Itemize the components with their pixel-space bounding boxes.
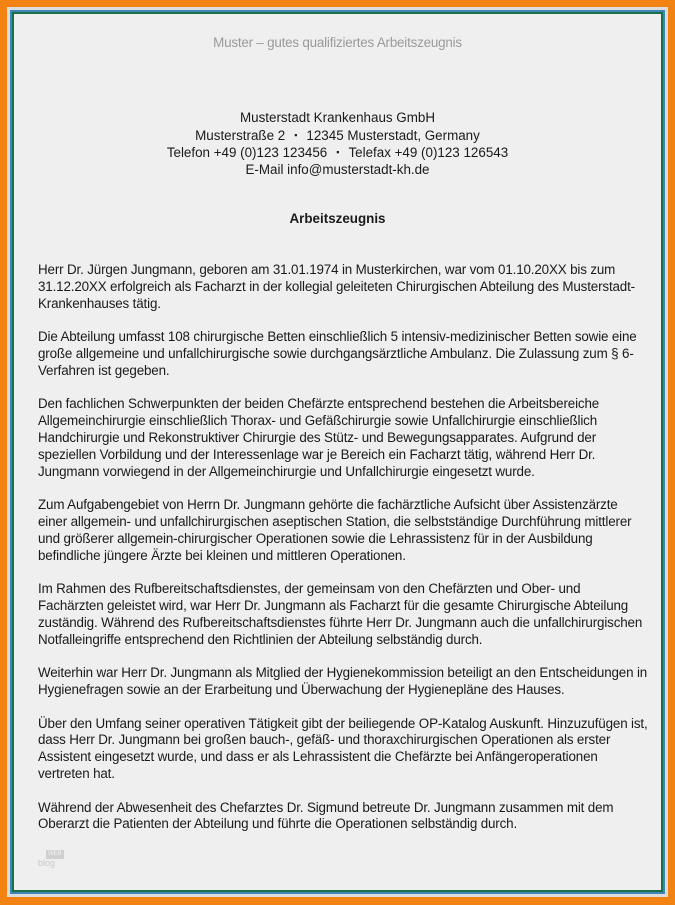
paragraph-department: Die Abteilung umfasst 108 chirurgische Betten einschließlich 5 intensiv-medizinischer Betten sowie eine große allgemeine und unfallchirurgische sowie durchgangsärztliche Ambulanz. Die Zulassung zum § 6-Verfahren ist gegeben. [38, 329, 637, 378]
company-name: Musterstadt Krankenhaus GmbH [240, 110, 435, 125]
separator-bullet: ▪ [336, 147, 340, 157]
letterhead [14, 110, 661, 178]
paragraph-absence: Während der Abwesenheit des Chefarztes Dr. Sigmund betreute Dr. Jungmann zusammen mit dem Oberarzt die Patienten der Abteilung und führte die Operationen selbständig durch. [38, 799, 614, 832]
separator-bullet: ▪ [294, 129, 298, 140]
document-body [38, 262, 648, 850]
watermark-top: WEB [48, 851, 62, 857]
phone: Telefon +49 (0)123 123456 [166, 145, 328, 160]
document-title: Muster – gutes qualifiziertes Arbeitszeugnis [213, 35, 462, 50]
watermark-logo [38, 848, 64, 868]
paragraph-focus-areas: Den fachlichen Schwerpunkten der beiden Chefärzte entsprechend bestehen die Arbeitsbereiche Allgemeinchirurgie einschließlich Thorax- und Gefäßchirurgie sowie Unfallchirurgie einschließlich Handchirurgie und Rekonstruktiver Chirurgie des Stütz- und Bewegungsapparates. Aufgrund der speziellen Vorbildung und der Interessenlage war je Bereich ein Facharzt tätig, während Herr Dr. Jungmann vorwiegend in der Allgemeinchirurgie und Unfallchirurgie eingesetzt wurde. [38, 396, 600, 479]
paragraph-intro: Herr Dr. Jürgen Jungmann, geboren am 31.01.1974 in Musterkirchen, war vom 01.10.20XX bis zum 31.12.20XX erfolgreich als Facharzt in der kollegial geleiteten Chirurgischen Abteilung des Musterstadt-Krankenhauses tätig. [38, 262, 635, 311]
paragraph-responsibilities: Zum Aufgabengebiet von Herrn Dr. Jungmann gehörte die fachärztliche Aufsicht über Assistenzärzte einer allgemein- und unfallchirurgischen aseptischen Station, die selbstständige Durchführung mittlerer und größerer allgemein-chirurgischer Operationen sowie die Lehrassistenz für in der Ausbildung befindliche jüngere Ärzte bei kleinen und mittleren Operationen. [38, 497, 632, 563]
document-heading: Arbeitszeugnis [289, 211, 386, 226]
street: Musterstraße 2 [195, 127, 286, 143]
address-line [14, 127, 661, 145]
city: 12345 Musterstadt, Germany [306, 127, 480, 143]
contact-line [14, 144, 661, 162]
watermark-bottom: blog [38, 858, 56, 868]
paragraph-on-call: Im Rahmen des Rufbereitschaftsdienstes, der gemeinsam von den Chefärzten und Ober- und Fachärzten geleistet wird, war Herr Dr. Jungmann als Facharzt für die gesamte Chirurgische Abteilung zuständig. Während des Rufbereitschaftsdienstes führte Herr Dr. Jungmann auch die unfallchirurgischen Notfalleingriffe entsprechend den Richtlinien der Abteilung selbständig durch. [38, 581, 643, 647]
fax: Telefax +49 (0)123 126543 [348, 145, 509, 160]
paragraph-operations: Über den Umfang seiner operativen Tätigkeit gibt der beiliegende OP-Katalog Auskunft. Hinzuzufügen ist, dass Herr Dr. Jungmann bei großen bauch-, gefäß- und thoraxchirurgischen Operationen als erster Assistent eingesetzt wurde, und dass er als Lehrassistent die Chefärzte bei Anfängeroperationen vertreten hat. [38, 715, 648, 781]
email: E-Mail info@musterstadt-kh.de [245, 161, 430, 177]
paragraph-hygiene: Weiterhin war Herr Dr. Jungmann als Mitglied der Hygienekommission beteiligt an den Entscheidungen in Hygienefragen sowie an der Erarbeitung und Überwachung der Hygienepläne des Hauses. [38, 665, 648, 697]
document-page [14, 14, 661, 890]
